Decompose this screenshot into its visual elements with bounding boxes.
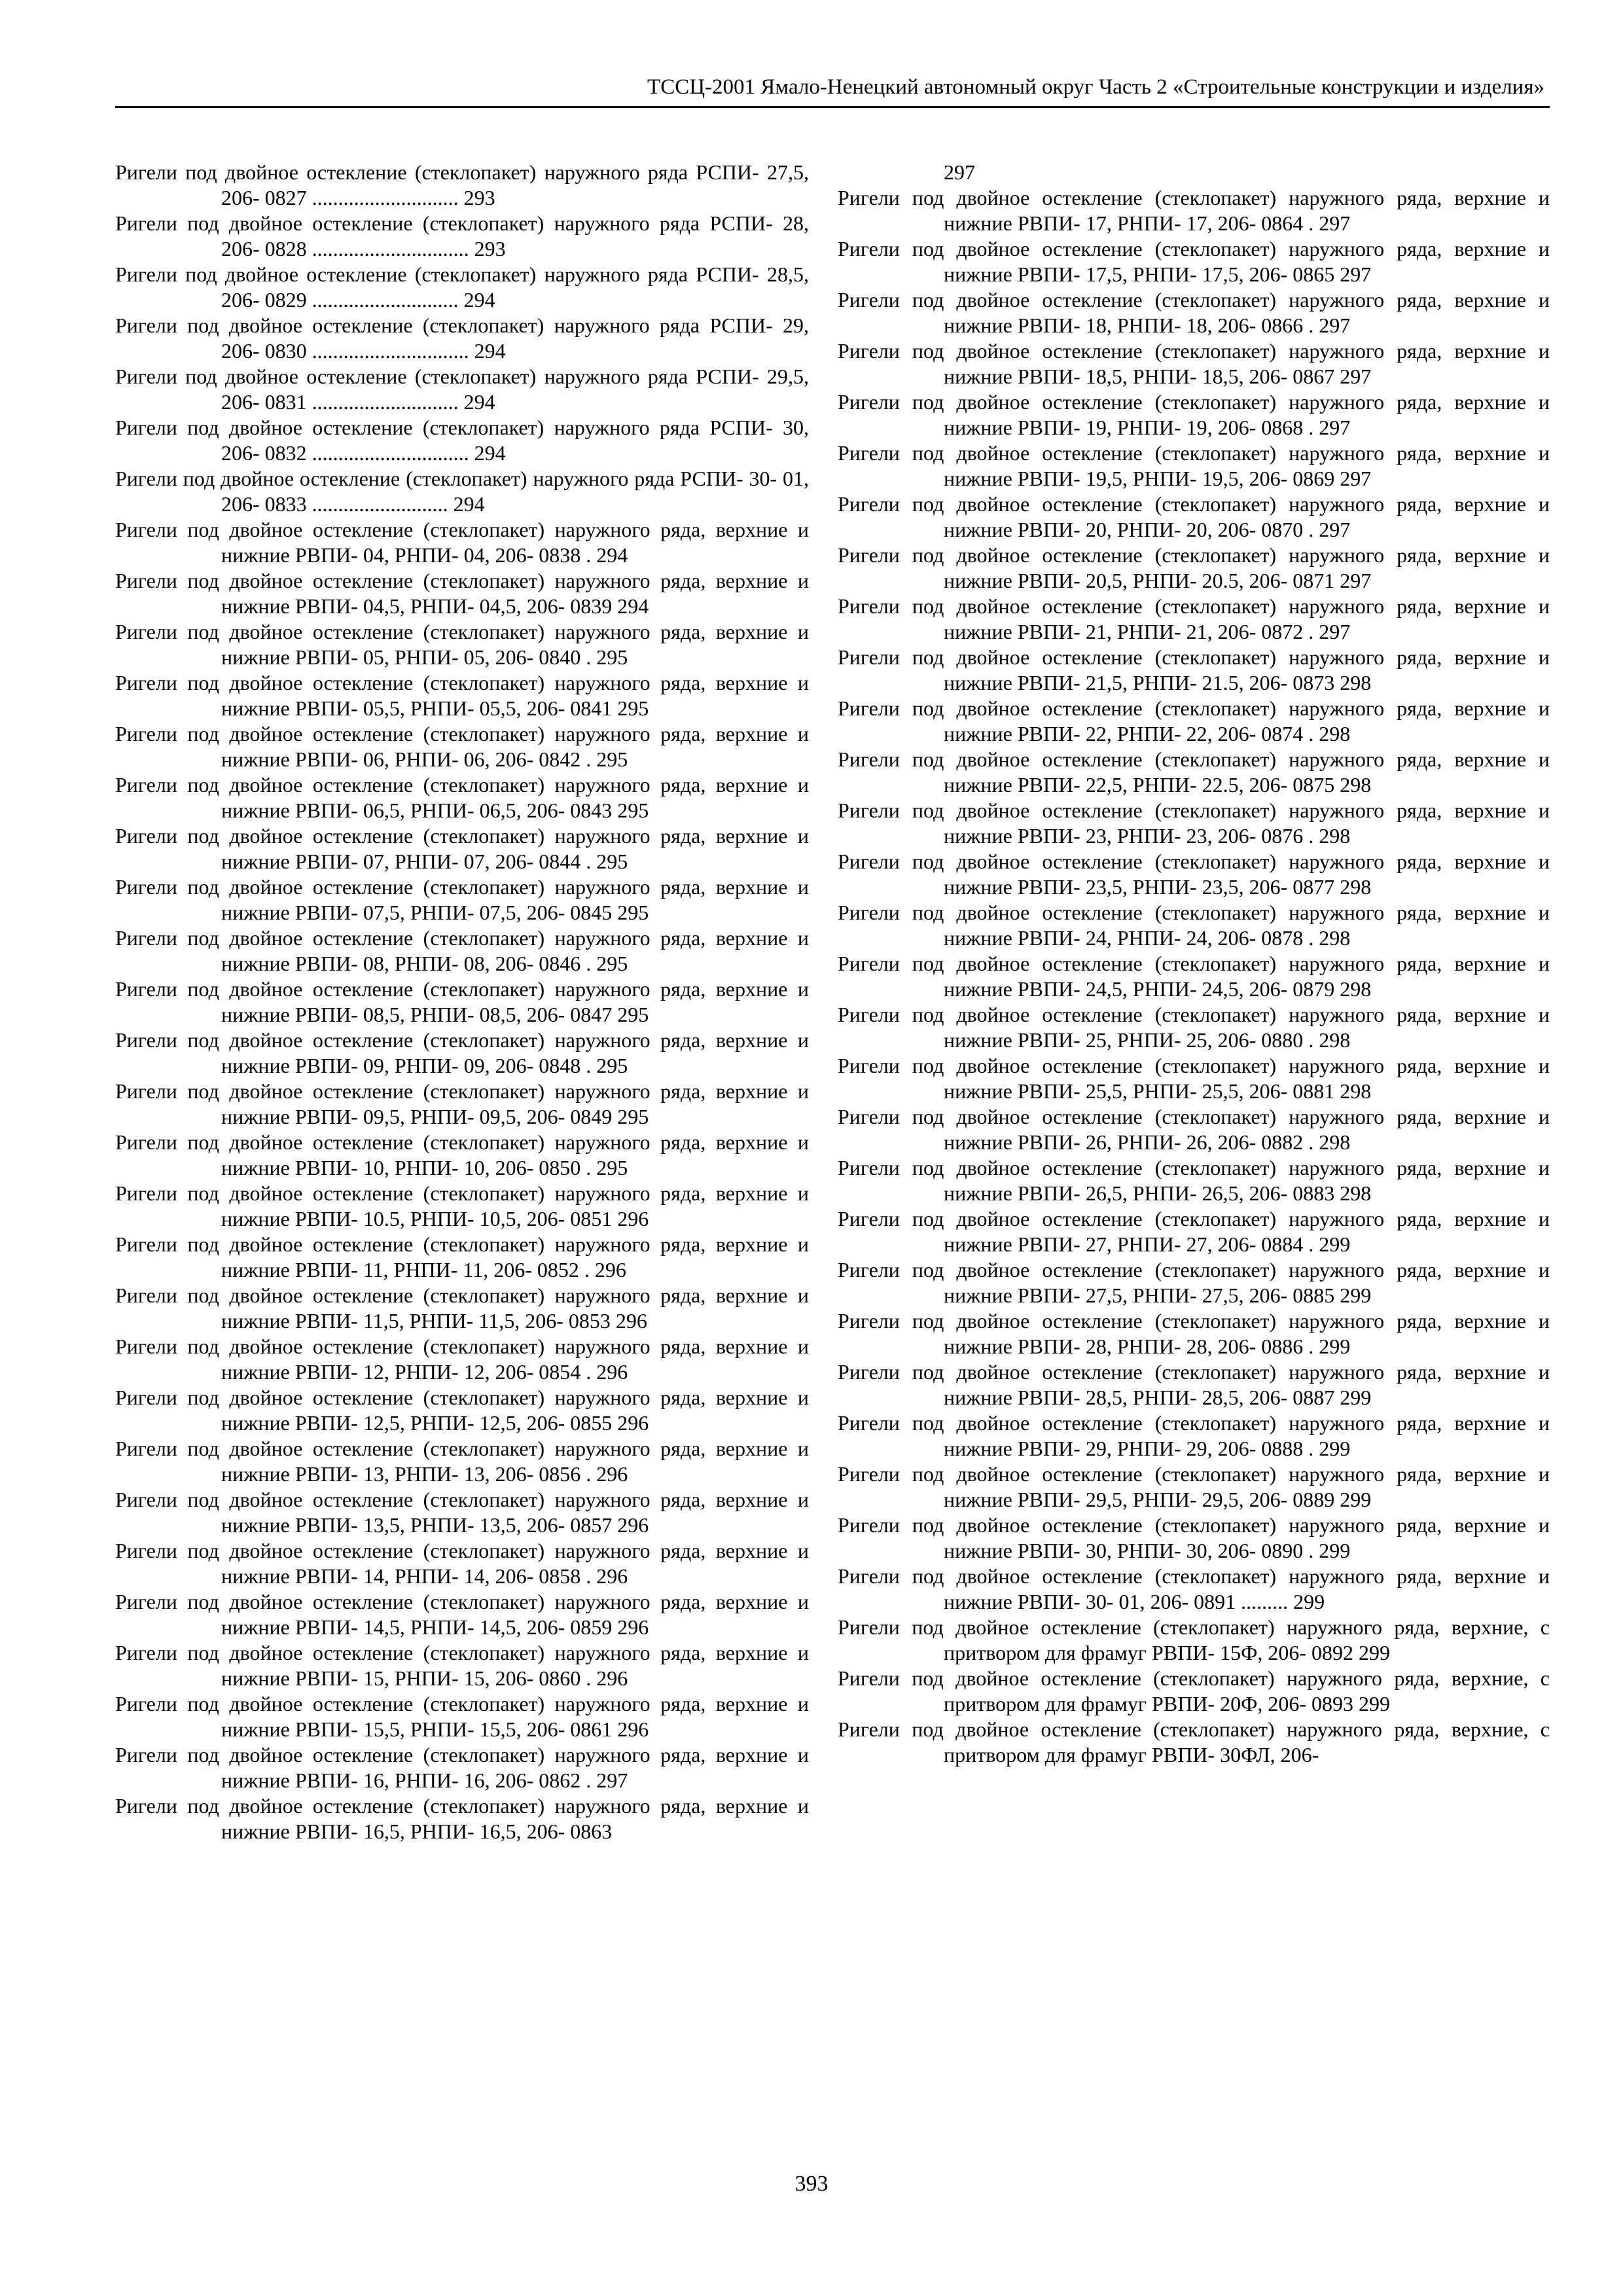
- index-entry: Ригели под двойное остекление (стеклопакет) наружного ряда, верхние и нижние РВПИ- 05, РНПИ- 05, 206- 0840 . 295: [115, 620, 809, 669]
- index-entry: Ригели под двойное остекление (стеклопакет) наружного ряда, верхние и нижние РВПИ- 12, РНПИ- 12, 206- 0854 . 296: [115, 1335, 809, 1384]
- index-entry: Ригели под двойное остекление (стеклопакет) наружного ряда, верхние и нижние РВПИ- 19, РНПИ- 19, 206- 0868 . 297: [838, 390, 1550, 439]
- index-entry: Ригели под двойное остекление (стеклопакет) наружного ряда, верхние и нижние РВПИ- 24, РНПИ- 24, 206- 0878 . 298: [838, 901, 1550, 950]
- index-entry: Ригели под двойное остекление (стеклопакет) наружного ряда, верхние и нижние РВПИ- 08, РНПИ- 08, 206- 0846 . 295: [115, 926, 809, 975]
- index-entry: Ригели под двойное остекление (стеклопакет) наружного ряда, верхние и нижние РВПИ- 26,5, РНПИ- 26,5, 206- 0883 298: [838, 1156, 1550, 1205]
- running-header: [115, 73, 1550, 108]
- index-entry: Ригели под двойное остекление (стеклопакет) наружного ряда, верхние и нижние РВПИ- 27, РНПИ- 27, 206- 0884 . 299: [838, 1207, 1550, 1256]
- index-entry: Ригели под двойное остекление (стеклопакет) наружного ряда, верхние и нижние РВПИ- 12,5, РНПИ- 12,5, 206- 0855 296: [115, 1386, 809, 1435]
- index-entry: Ригели под двойное остекление (стеклопакет) наружного ряда, верхние и нижние РВПИ- 14,5, РНПИ- 14,5, 206- 0859 296: [115, 1590, 809, 1639]
- index-entry: Ригели под двойное остекление (стеклопакет) наружного ряда, верхние и нижние РВПИ- 22,5, РНПИ- 22.5, 206- 0875 298: [838, 747, 1550, 797]
- index-entry: Ригели под двойное остекление (стеклопакет) наружного ряда РСПИ- 29, 206- 0830 .............................. 294: [115, 314, 809, 363]
- index-entry: Ригели под двойное остекление (стеклопакет) наружного ряда, верхние и нижние РВПИ- 16,5, РНПИ- 16,5, 206- 0863: [115, 1794, 809, 1843]
- index-entry: Ригели под двойное остекление (стеклопакет) наружного ряда, верхние и нижние РВПИ- 11,5, РНПИ- 11,5, 206- 0853 296: [115, 1283, 809, 1333]
- index-entry: Ригели под двойное остекление (стеклопакет) наружного ряда, верхние, с притвором для фрамуг РВПИ- 30ФЛ, 206-: [838, 1717, 1550, 1767]
- index-entry: Ригели под двойное остекление (стеклопакет) наружного ряда, верхние и нижние РВПИ- 25,5, РНПИ- 25,5, 206- 0881 298: [838, 1054, 1550, 1103]
- index-entry: Ригели под двойное остекление (стеклопакет) наружного ряда, верхние и нижние РВПИ- 30, РНПИ- 30, 206- 0890 . 299: [838, 1513, 1550, 1562]
- index-entry: Ригели под двойное остекление (стеклопакет) наружного ряда, верхние и нижние РВПИ- 08,5, РНПИ- 08,5, 206- 0847 295: [115, 977, 809, 1026]
- index-entry: Ригели под двойное остекление (стеклопакет) наружного ряда, верхние и нижние РВПИ- 26, РНПИ- 26, 206- 0882 . 298: [838, 1105, 1550, 1154]
- index-entry: Ригели под двойное остекление (стеклопакет) наружного ряда, верхние и нижние РВПИ- 04,5, РНПИ- 04,5, 206- 0839 294: [115, 569, 809, 618]
- index-column-left: [115, 160, 809, 1844]
- index-entry: Ригели под двойное остекление (стеклопакет) наружного ряда, верхние, с притвором для фрамуг РВПИ- 20Ф, 206- 0893 299: [838, 1666, 1550, 1715]
- index-entry: Ригели под двойное остекление (стеклопакет) наружного ряда, верхние и нижние РВПИ- 07,5, РНПИ- 07,5, 206- 0845 295: [115, 875, 809, 924]
- index-entry: Ригели под двойное остекление (стеклопакет) наружного ряда, верхние и нижние РВПИ- 19,5, РНПИ- 19,5, 206- 0869 297: [838, 441, 1550, 490]
- index-entry: Ригели под двойное остекление (стеклопакет) наружного ряда, верхние и нижние РВПИ- 28, РНПИ- 28, 206- 0886 . 299: [838, 1309, 1550, 1358]
- index-column-right: [838, 160, 1550, 1768]
- index-entry: Ригели под двойное остекление (стеклопакет) наружного ряда, верхние и нижние РВПИ- 24,5, РНПИ- 24,5, 206- 0879 298: [838, 952, 1550, 1001]
- index-entry: Ригели под двойное остекление (стеклопакет) наружного ряда, верхние и нижние РВПИ- 13, РНПИ- 13, 206- 0856 . 296: [115, 1437, 809, 1486]
- index-entry: Ригели под двойное остекление (стеклопакет) наружного ряда, верхние и нижние РВПИ- 16, РНПИ- 16, 206- 0862 . 297: [115, 1743, 809, 1792]
- index-entry: Ригели под двойное остекление (стеклопакет) наружного ряда, верхние и нижние РВПИ- 04, РНПИ- 04, 206- 0838 . 294: [115, 518, 809, 567]
- index-entry: Ригели под двойное остекление (стеклопакет) наружного ряда, верхние и нижние РВПИ- 29, РНПИ- 29, 206- 0888 . 299: [838, 1411, 1550, 1460]
- index-entry: Ригели под двойное остекление (стеклопакет) наружного ряда, верхние и нижние РВПИ- 21, РНПИ- 21, 206- 0872 . 297: [838, 594, 1550, 643]
- index-entry: Ригели под двойное остекление (стеклопакет) наружного ряда, верхние и нижние РВПИ- 09,5, РНПИ- 09,5, 206- 0849 295: [115, 1079, 809, 1128]
- running-header-title: ТССЦ-2001 Ямало-Ненецкий автономный округ Часть 2 «Строительные конструкции и изделия»: [647, 75, 1544, 99]
- index-entry: Ригели под двойное остекление (стеклопакет) наружного ряда, верхние и нижние РВПИ- 20,5, РНПИ- 20.5, 206- 0871 297: [838, 543, 1550, 592]
- index-entry: Ригели под двойное остекление (стеклопакет) наружного ряда, верхние и нижние РВПИ- 18, РНПИ- 18, 206- 0866 . 297: [838, 288, 1550, 337]
- index-entry: Ригели под двойное остекление (стеклопакет) наружного ряда РСПИ- 28,5, 206- 0829 ............................ 294: [115, 262, 809, 312]
- index-entry: Ригели под двойное остекление (стеклопакет) наружного ряда, верхние, с притвором для фрамуг РВПИ- 15Ф, 206- 0892 299: [838, 1615, 1550, 1664]
- index-entry: Ригели под двойное остекление (стеклопакет) наружного ряда, верхние и нижние РВПИ- 13,5, РНПИ- 13,5, 206- 0857 296: [115, 1488, 809, 1537]
- index-entry: Ригели под двойное остекление (стеклопакет) наружного ряда, верхние и нижние РВПИ- 06, РНПИ- 06, 206- 0842 . 295: [115, 722, 809, 771]
- index-entry: Ригели под двойное остекление (стеклопакет) наружного ряда, верхние и нижние РВПИ- 18,5, РНПИ- 18,5, 206- 0867 297: [838, 339, 1550, 388]
- index-entry: Ригели под двойное остекление (стеклопакет) наружного ряда РСПИ- 27,5, 206- 0827 ............................ 293: [115, 160, 809, 209]
- index-entry: Ригели под двойное остекление (стеклопакет) наружного ряда, верхние и нижние РВПИ- 14, РНПИ- 14, 206- 0858 . 296: [115, 1539, 809, 1588]
- index-entry: Ригели под двойное остекление (стеклопакет) наружного ряда, верхние и нижние РВПИ- 23, РНПИ- 23, 206- 0876 . 298: [838, 798, 1550, 848]
- index-entry: Ригели под двойное остекление (стеклопакет) наружного ряда, верхние и нижние РВПИ- 27,5, РНПИ- 27,5, 206- 0885 299: [838, 1258, 1550, 1307]
- index-entry: Ригели под двойное остекление (стеклопакет) наружного ряда, верхние и нижние РВПИ- 25, РНПИ- 25, 206- 0880 . 298: [838, 1003, 1550, 1052]
- index-entry: Ригели под двойное остекление (стеклопакет) наружного ряда, верхние и нижние РВПИ- 07, РНПИ- 07, 206- 0844 . 295: [115, 824, 809, 873]
- index-entry: Ригели под двойное остекление (стеклопакет) наружного ряда РСПИ- 30- 01, 206- 0833 .......................... 294: [115, 467, 809, 516]
- index-entry: Ригели под двойное остекление (стеклопакет) наружного ряда, верхние и нижние РВПИ- 17, РНПИ- 17, 206- 0864 . 297: [838, 186, 1550, 235]
- index-entry: Ригели под двойное остекление (стеклопакет) наружного ряда, верхние и нижние РВПИ- 29,5, РНПИ- 29,5, 206- 0889 299: [838, 1462, 1550, 1511]
- index-entry: Ригели под двойное остекление (стеклопакет) наружного ряда, верхние и нижние РВПИ- 09, РНПИ- 09, 206- 0848 . 295: [115, 1028, 809, 1077]
- index-entry: Ригели под двойное остекление (стеклопакет) наружного ряда, верхние и нижние РВПИ- 30- 01, 206- 0891 ......... 299: [838, 1564, 1550, 1613]
- index-entry: Ригели под двойное остекление (стеклопакет) наружного ряда, верхние и нижние РВПИ- 15,5, РНПИ- 15,5, 206- 0861 296: [115, 1692, 809, 1741]
- index-entry: Ригели под двойное остекление (стеклопакет) наружного ряда РСПИ- 28, 206- 0828 .............................. 293: [115, 211, 809, 260]
- page-number: 393: [794, 2172, 829, 2196]
- index-entry: Ригели под двойное остекление (стеклопакет) наружного ряда, верхние и нижние РВПИ- 05,5, РНПИ- 05,5, 206- 0841 295: [115, 671, 809, 720]
- index-entry: Ригели под двойное остекление (стеклопакет) наружного ряда, верхние и нижние РВПИ- 20, РНПИ- 20, 206- 0870 . 297: [838, 492, 1550, 541]
- index-continuation: 297: [944, 160, 975, 184]
- index-entry: Ригели под двойное остекление (стеклопакет) наружного ряда РСПИ- 30, 206- 0832 .............................. 294: [115, 416, 809, 465]
- index-entry: Ригели под двойное остекление (стеклопакет) наружного ряда, верхние и нижние РВПИ- 21,5, РНПИ- 21.5, 206- 0873 298: [838, 645, 1550, 694]
- index-entry: Ригели под двойное остекление (стеклопакет) наружного ряда, верхние и нижние РВПИ- 10, РНПИ- 10, 206- 0850 . 295: [115, 1130, 809, 1179]
- index-entry: Ригели под двойное остекление (стеклопакет) наружного ряда, верхние и нижние РВПИ- 17,5, РНПИ- 17,5, 206- 0865 297: [838, 237, 1550, 286]
- index-entry: Ригели под двойное остекление (стеклопакет) наружного ряда, верхние и нижние РВПИ- 28,5, РНПИ- 28,5, 206- 0887 299: [838, 1360, 1550, 1409]
- index-entry: Ригели под двойное остекление (стеклопакет) наружного ряда, верхние и нижние РВПИ- 06,5, РНПИ- 06,5, 206- 0843 295: [115, 773, 809, 822]
- index-entry: Ригели под двойное остекление (стеклопакет) наружного ряда, верхние и нижние РВПИ- 22, РНПИ- 22, 206- 0874 . 298: [838, 696, 1550, 745]
- index-entry: Ригели под двойное остекление (стеклопакет) наружного ряда РСПИ- 29,5, 206- 0831 ............................ 294: [115, 365, 809, 414]
- index-entry: Ригели под двойное остекление (стеклопакет) наружного ряда, верхние и нижние РВПИ- 11, РНПИ- 11, 206- 0852 . 296: [115, 1232, 809, 1282]
- index-entry: Ригели под двойное остекление (стеклопакет) наружного ряда, верхние и нижние РВПИ- 23,5, РНПИ- 23,5, 206- 0877 298: [838, 850, 1550, 899]
- index-entry: Ригели под двойное остекление (стеклопакет) наружного ряда, верхние и нижние РВПИ- 10.5, РНПИ- 10,5, 206- 0851 296: [115, 1181, 809, 1230]
- index-entry: Ригели под двойное остекление (стеклопакет) наружного ряда, верхние и нижние РВПИ- 15, РНПИ- 15, 206- 0860 . 296: [115, 1641, 809, 1690]
